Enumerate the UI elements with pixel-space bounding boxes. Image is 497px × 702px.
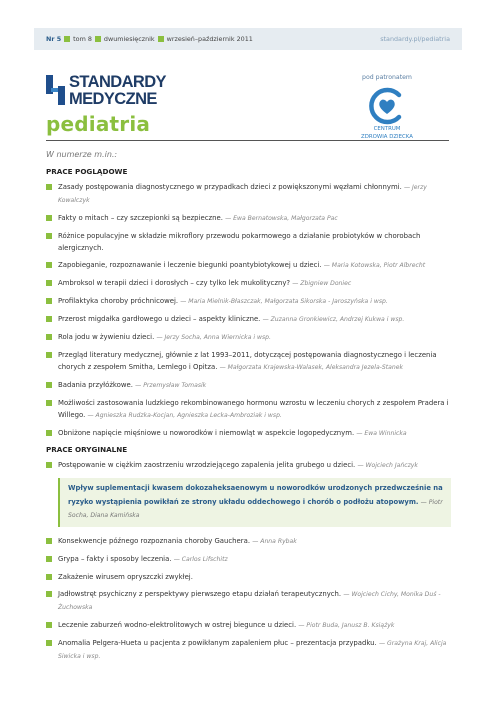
article-item[interactable] — [46, 397, 451, 422]
article-item[interactable] — [46, 535, 451, 548]
bullet-square-icon — [46, 462, 52, 468]
issue-info-bar — [34, 28, 462, 50]
featured-article-authors: — Piotr Socha, Diana Kamińska — [68, 498, 443, 519]
article-title: Postępowanie w ciężkim zaostrzeniu wrzodziejącego zapalenia jelita grubego u dzieci. — [58, 461, 356, 469]
article-title: Anomalia Pelgera-Hueta u pacjenta z powikłanym zapaleniem płuc – prezentacja przypadku. — [58, 638, 377, 647]
bullet-square-icon — [46, 622, 52, 628]
article-item[interactable] — [46, 571, 451, 583]
bullet-square-icon — [46, 215, 52, 221]
table-of-contents — [46, 150, 451, 668]
article-title: Leczenie zaburzeń wodno-elektrolitowych w ostrej biegunce u dzieci. — [58, 620, 297, 629]
article-title: Zasady postępowania diagnostycznego w przypadkach dzieci z powiększonymi węzłami chłonnymi. — [58, 183, 402, 191]
bullet-square-icon — [46, 591, 52, 597]
article-authors: — Wojciech Cichy, Monika Duś - Żuchowska — [58, 590, 441, 611]
article-item[interactable] — [46, 181, 451, 207]
frequency: dwumiesięcznik — [103, 35, 155, 43]
article-item[interactable] — [46, 259, 451, 272]
bullet-square-icon — [46, 574, 52, 580]
article-title: Zapobieganie, rozpoznawanie i leczenie biegunki poantybiotykowej u dzieci. — [58, 261, 322, 269]
article-item[interactable] — [46, 379, 451, 392]
bullet-square-icon — [46, 184, 52, 190]
article-authors: — Ewa Winnicka — [356, 430, 407, 437]
article-title: Badania przyłóżkowe. — [58, 381, 133, 389]
logo-line2: MEDYCZNE — [69, 90, 157, 108]
article-authors: — Zbigniew Doniec — [292, 280, 352, 287]
separator-square-icon — [158, 36, 164, 42]
article-title: Jadłowstręt psychiczny z perspektywy pierwszego etapu działań terapeutycznych. — [58, 589, 342, 598]
bullet-square-icon — [46, 280, 52, 286]
bullet-square-icon — [46, 556, 52, 562]
separator-square-icon — [64, 36, 70, 42]
logo-mark-icon — [46, 75, 65, 105]
article-authors: — Grażyna Kraj, Alicja Siwicka i wsp. — [58, 639, 447, 660]
article-authors: — Wojciech Jańczyk — [357, 462, 418, 469]
article-item[interactable] — [46, 212, 451, 225]
bullet-square-icon — [46, 382, 52, 388]
section-heading: PRACE POGLĄDOWE — [46, 167, 128, 176]
patronage-block — [352, 74, 422, 142]
article-item[interactable] — [46, 277, 451, 290]
article-item[interactable] — [46, 331, 451, 344]
article-title: Obniżone napięcie mięśniowe u noworodków i niemowląt w aspekcie logopedycznym. — [58, 429, 355, 437]
website-link[interactable]: standardy.pl/pediatria — [380, 35, 450, 43]
patron-org-line1: CENTRUM — [373, 126, 401, 132]
article-authors: — Jerzy Kowalczyk — [58, 184, 427, 204]
article-title: Zakażenie wirusem opryszczki zwykłej. — [58, 572, 193, 581]
article-authors: — Zuzanna Gronkiewicz, Andrzej Kukwa i wsp. — [262, 316, 405, 323]
article-authors: — Jerzy Socha, Anna Wiernicka i wsp. — [156, 334, 271, 341]
article-title: Grypa – fakty i sposoby leczenia. — [58, 554, 172, 563]
bullet-square-icon — [46, 640, 52, 646]
article-authors: — Przemysław Tomasik — [135, 382, 207, 389]
article-authors: — Ewa Bernatowska, Małgorzata Pac — [225, 215, 338, 222]
bullet-square-icon — [46, 538, 52, 544]
article-item[interactable] — [46, 230, 451, 254]
article-item[interactable] — [46, 637, 451, 663]
article-authors: — Agnieszka Rudzka-Kocjan, Agnieszka Lecka-Ambroziak i wsp. — [87, 412, 282, 419]
bullet-square-icon — [46, 334, 52, 340]
bullet-square-icon — [46, 400, 52, 406]
article-title: Możliwości zastosowania ludzkiego rekombinowanego hormonu wzrostu w leczeniu chorych z zespołem Pradera i Willego. — [58, 399, 449, 419]
article-authors: — Carlos Lifschitz — [173, 555, 228, 563]
volume: tom 8 — [73, 35, 92, 43]
standardy-medyczne-logo — [46, 72, 196, 108]
article-authors: — Anna Rybak — [252, 537, 297, 545]
bullet-square-icon — [46, 262, 52, 268]
article-title: Przegląd literatury medycznej, głównie z lat 1993–2011, dotyczącej postępowania diagnostycznego i leczenia chorych z zespołem Smitha, Lemlego i Opitza. — [58, 351, 437, 371]
header-divider — [46, 140, 449, 141]
featured-article[interactable] — [58, 478, 451, 527]
article-authors: — Małgorzata Krajewska-Walasek, Aleksandra Jezela-Stanek — [219, 364, 404, 371]
article-title: Rola jodu w żywieniu dzieci. — [58, 333, 155, 341]
article-item[interactable] — [46, 619, 451, 632]
bullet-square-icon — [46, 352, 52, 358]
logo-line1: STANDARDY — [69, 73, 166, 91]
bullet-square-icon — [46, 233, 52, 239]
article-title: Różnice populacyjne w składzie mikroflory przewodu pokarmowego a działanie probiotyków w chorobach alergicznych. — [58, 232, 421, 252]
inside-label: W numerze m.in.: — [46, 150, 118, 159]
article-title: Fakty o mitach – czy szczepionki są bezpieczne. — [58, 214, 223, 222]
bullet-square-icon — [46, 430, 52, 436]
article-title: Konsekwencje późnego rozpoznania choroby Gauchera. — [58, 536, 251, 545]
patron-org-line2: ZDROWIA DZIECKA — [361, 134, 413, 141]
featured-article-title: Wpływ suplementacji kwasem dokozaheksaenowym u noworodków urodzonych przedwcześnie na ryzyko wystąpienia powikłań ze strony układu oddechowego i chorób o podłożu atopowym. — [68, 484, 443, 506]
section-heading: PRACE ORYGINALNE — [46, 445, 128, 454]
journal-name: pediatria — [46, 112, 151, 136]
issue-number: Nr 5 — [46, 35, 62, 43]
article-item[interactable] — [46, 553, 451, 566]
separator-square-icon — [95, 36, 101, 42]
article-item[interactable] — [46, 295, 451, 308]
article-authors: — Piotr Buda, Janusz B. Książyk — [298, 621, 395, 629]
article-title: Przerost migdałka gardłowego u dzieci – aspekty kliniczne. — [58, 315, 261, 323]
patronage-label: pod patronatem — [362, 74, 412, 81]
centrum-zdrowia-dziecka-logo-icon — [368, 87, 406, 125]
article-item[interactable] — [46, 588, 451, 614]
bullet-square-icon — [46, 298, 52, 304]
article-authors: — Maria Mielnik-Błaszczak, Małgorzata Sikorska - Jaroszyńska i wsp. — [180, 298, 388, 305]
article-item[interactable] — [46, 313, 451, 326]
period: wrzesień–październik 2011 — [166, 35, 253, 43]
article-item[interactable] — [46, 427, 451, 440]
article-item[interactable] — [46, 459, 451, 472]
article-title: Ambroksol w terapii dzieci i dorosłych – czy tylko lek mukolityczny? — [58, 279, 291, 287]
article-authors: — Maria Kotowska, Piotr Albrecht — [323, 262, 426, 269]
article-title: Profilaktyka choroby próchnicowej. — [58, 297, 179, 305]
article-item[interactable] — [46, 349, 451, 374]
bullet-square-icon — [46, 316, 52, 322]
